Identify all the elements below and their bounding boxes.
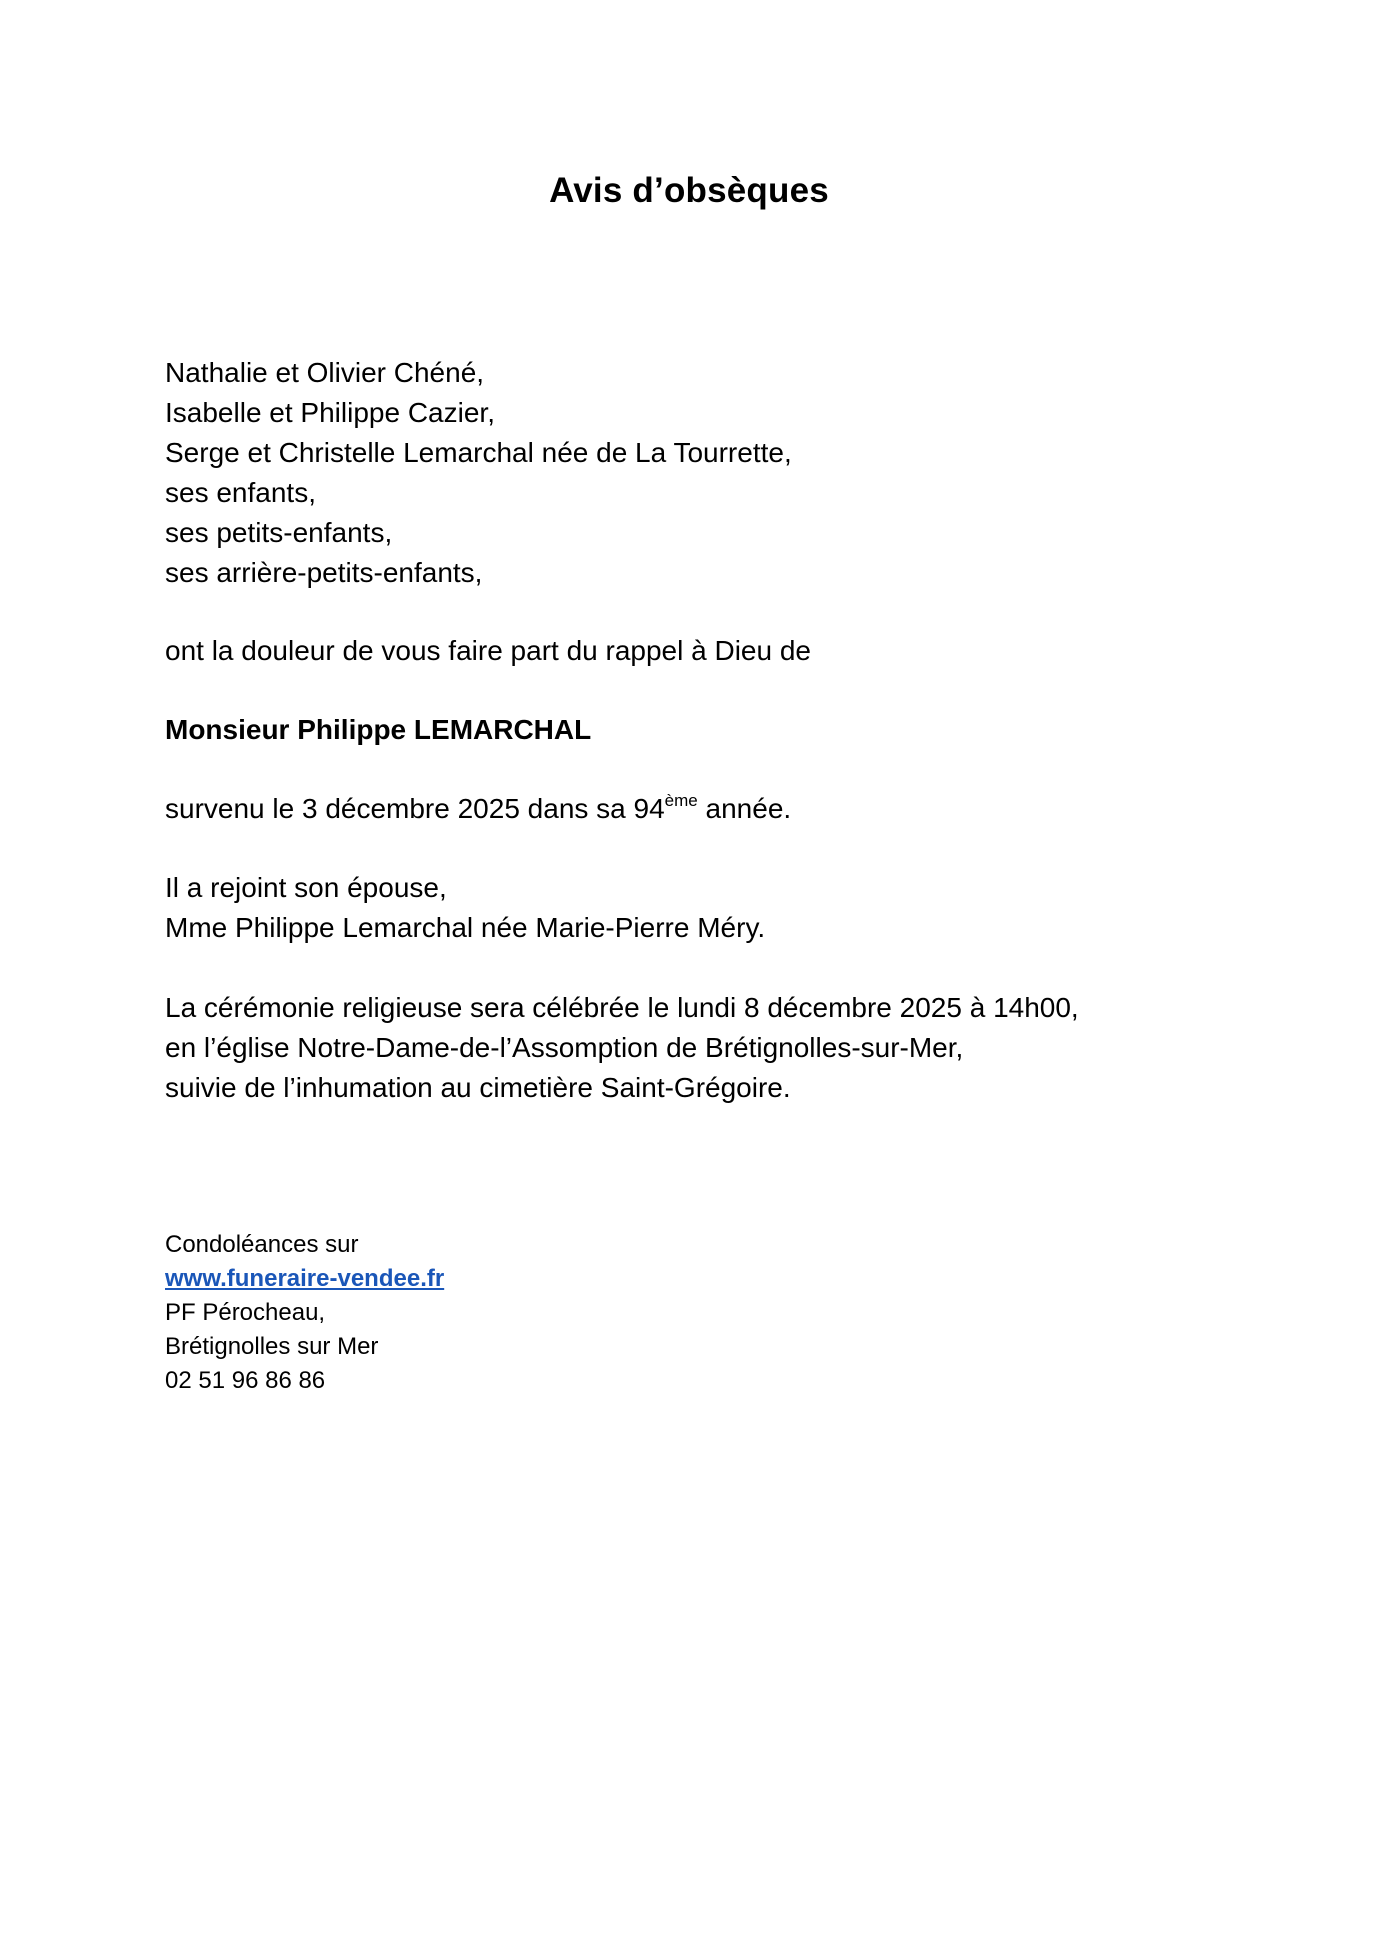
family-line: ses arrière-petits-enfants, [165,557,483,588]
family-list [165,353,792,593]
funeral-home-city: Brétignolles sur Mer [165,1333,379,1360]
footer-contact [165,1228,444,1398]
ordinal-superscript: ème [664,791,698,810]
document-title: Avis d’obsèques [549,171,829,210]
ceremony-line: La cérémonie religieuse sera célébrée le lundi 8 décembre 2025 à 14h00, [165,992,1079,1023]
condolences-label: Condoléances sur [165,1231,359,1258]
spouse-block [165,868,765,948]
family-line: ses enfants, [165,477,316,508]
spouse-line: Il a rejoint son épouse, [165,872,447,903]
funeral-home-name: PF Pérocheau, [165,1299,326,1326]
spouse-line: Mme Philippe Lemarchal née Marie-Pierre Méry. [165,912,766,943]
death-text-after: année. [697,793,792,824]
ceremony-line: suivie de l’inhumation au cimetière Saint-Grégoire. [165,1072,791,1103]
family-line: Nathalie et Olivier Chéné, [165,357,485,388]
family-line: ses petits-enfants, [165,517,393,548]
ceremony-line: en l’église Notre-Dame-de-l’Assomption de Brétignolles-sur-Mer, [165,1032,964,1063]
death-statement [165,789,791,829]
family-line: Serge et Christelle Lemarchal née de La Tourrette, [165,437,792,468]
ceremony-block [165,988,1079,1108]
announcement-text: ont la douleur de vous faire part du rappel à Dieu de [165,635,811,666]
website-link[interactable]: www.funeraire-vendee.fr [165,1265,445,1292]
death-text-before: survenu le 3 décembre 2025 dans sa 94 [165,793,665,824]
phone-number: 02 51 96 86 86 [165,1367,326,1394]
family-line: Isabelle et Philippe Cazier, [165,397,495,428]
deceased-name: Monsieur Philippe LEMARCHAL [165,714,592,745]
